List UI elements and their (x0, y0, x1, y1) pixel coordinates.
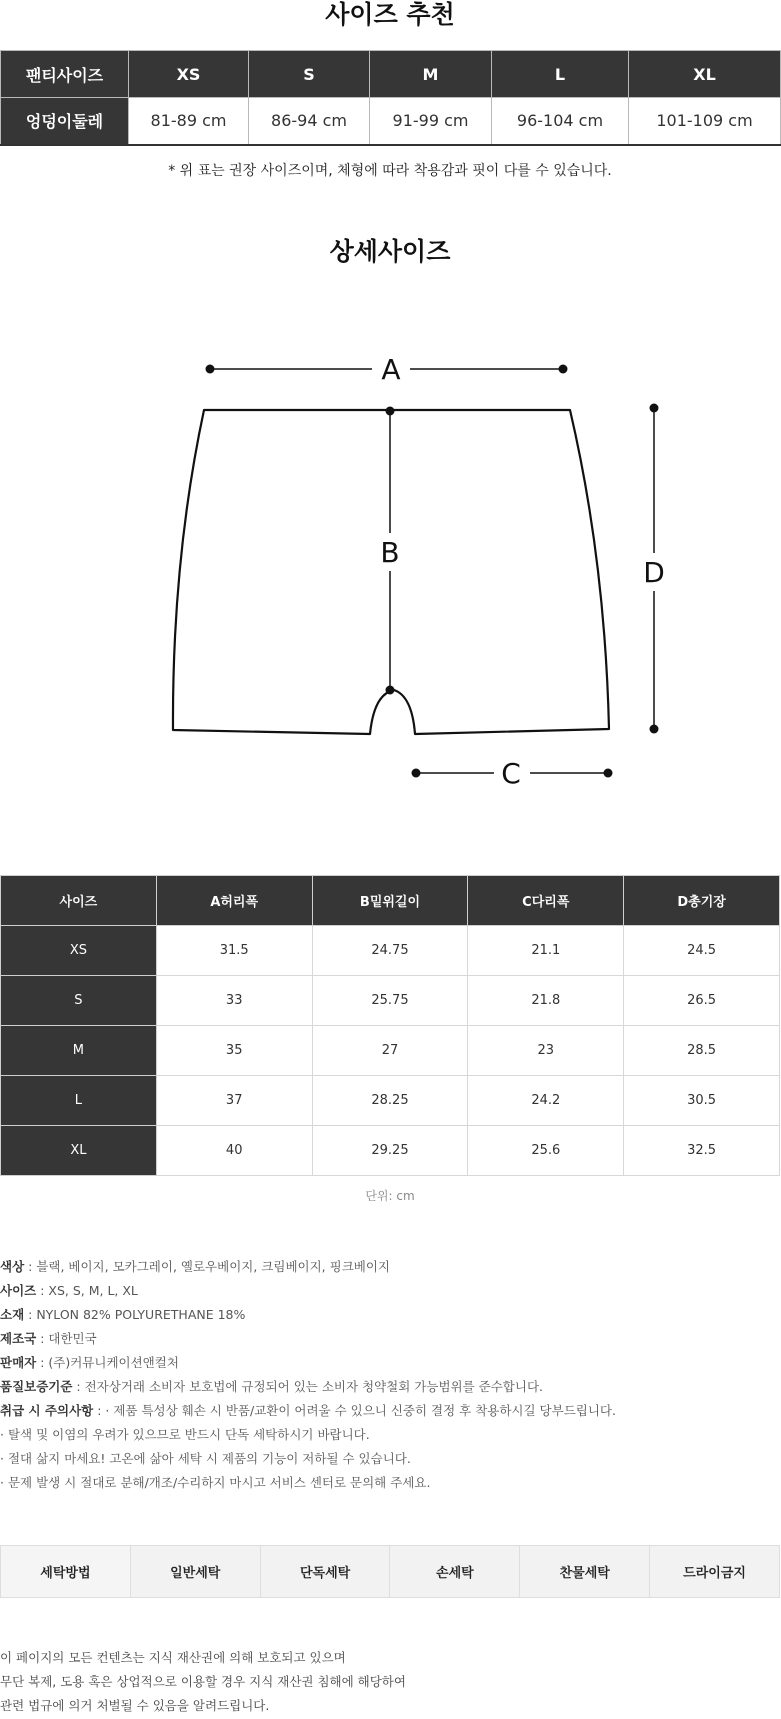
recommend-header-cell: L (492, 51, 629, 98)
recommend-header-cell: S (249, 51, 370, 98)
size-recommend-title: 사이즈 추천 (325, 0, 455, 29)
value-cell: 21.1 (468, 926, 624, 976)
detail-size-title: 상세사이즈 (329, 237, 451, 266)
value-cell: 24.2 (468, 1076, 624, 1126)
value-cell: 37 (156, 1076, 312, 1126)
detail-header-cell: A허리폭 (156, 876, 312, 926)
value-cell: 26.5 (624, 976, 780, 1026)
value-cell: 24.5 (624, 926, 780, 976)
value-cell: 35 (156, 1026, 312, 1076)
label-b: B (380, 536, 400, 569)
washing-cell: 손세탁 (390, 1546, 520, 1598)
table-row (1, 1026, 780, 1076)
info-line (0, 1279, 780, 1303)
info-label: 소재 (0, 1307, 25, 1322)
copyright-notice (0, 1646, 780, 1718)
info-text: : · 제품 특성상 훼손 시 반품/교환이 어려울 수 있으니 신중히 결정 후 착용하시길 당부드립니다. (93, 1403, 616, 1418)
value-cell: 33 (156, 976, 312, 1026)
washing-method-label: 세탁방법 (1, 1546, 131, 1598)
detail-header-cell: C다리폭 (468, 876, 624, 926)
recommend-row-label: 엉덩이둘레 (1, 98, 129, 145)
size-cell: XL (1, 1126, 157, 1176)
washing-row (1, 1546, 780, 1598)
recommend-header-row (1, 51, 781, 98)
value-cell: 24.75 (312, 926, 468, 976)
washing-cell: 드라이금지 (650, 1546, 780, 1598)
value-cell: 28.5 (624, 1026, 780, 1076)
info-text: · 절대 삶지 마세요! 고온에 삶아 세탁 시 제품의 기능이 저하될 수 있습니다. (0, 1451, 411, 1466)
info-line (0, 1255, 780, 1279)
info-line (0, 1399, 780, 1423)
washing-cell: 일반세탁 (130, 1546, 260, 1598)
value-cell: 40 (156, 1126, 312, 1176)
info-text: : 대한민국 (36, 1331, 97, 1346)
value-cell: 21.8 (468, 976, 624, 1026)
recommend-value-cell: 96-104 cm (492, 98, 629, 145)
info-label: 판매자 (0, 1355, 37, 1370)
size-cell: L (1, 1076, 157, 1126)
table-row (1, 1076, 780, 1126)
size-cell: XS (1, 926, 157, 976)
detail-header-cell: D총기장 (624, 876, 780, 926)
info-label: 사이즈 (0, 1283, 37, 1298)
info-text: · 탈색 및 이염의 우려가 있으므로 반드시 단독 세탁하시기 바랍니다. (0, 1427, 370, 1442)
recommend-value-cell: 81-89 cm (129, 98, 249, 145)
info-label: 품질보증기준 (0, 1379, 73, 1394)
info-line (0, 1375, 780, 1399)
table-row (1, 1126, 780, 1176)
label-a: A (381, 353, 401, 386)
table-row (1, 926, 780, 976)
value-cell: 27 (312, 1026, 468, 1076)
recommend-header-cell: XL (629, 51, 781, 98)
value-cell: 23 (468, 1026, 624, 1076)
size-recommend-table (0, 50, 781, 146)
info-text: : XS, S, M, L, XL (36, 1283, 138, 1298)
copyright-line: 이 페이지의 모든 컨텐츠는 지식 재산권에 의해 보호되고 있으며 (0, 1650, 346, 1665)
detail-size-table (0, 875, 780, 1176)
value-cell: 29.25 (312, 1126, 468, 1176)
info-line (0, 1447, 780, 1471)
value-cell: 30.5 (624, 1076, 780, 1126)
washing-cell: 찬물세탁 (520, 1546, 650, 1598)
size-cell: S (1, 976, 157, 1026)
info-text: · 문제 발생 시 절대로 분해/개조/수리하지 마시고 서비스 센터로 문의해 주세요. (0, 1475, 431, 1490)
info-line (0, 1423, 780, 1447)
shorts-diagram (150, 340, 665, 790)
info-text: : (주)커뮤니케이션앤컬처 (36, 1355, 179, 1370)
label-c: C (501, 757, 521, 790)
info-line (0, 1351, 780, 1375)
value-cell: 32.5 (624, 1126, 780, 1176)
recommend-value-cell: 91-99 cm (370, 98, 492, 145)
info-line (0, 1303, 780, 1327)
info-line (0, 1327, 780, 1351)
info-label: 제조국 (0, 1331, 37, 1346)
info-text: : 블랙, 베이지, 모카그레이, 옐로우베이지, 크림베이지, 핑크베이지 (24, 1259, 390, 1274)
shorts-outline (173, 410, 609, 734)
info-text: : NYLON 82% POLYURETHANE 18% (24, 1307, 246, 1322)
recommend-header-cell: 팬티사이즈 (1, 51, 129, 98)
recommend-note: * 위 표는 권장 사이즈이며, 체형에 따라 착용감과 핏이 다를 수 있습니다. (168, 163, 612, 179)
size-cell: M (1, 1026, 157, 1076)
detail-header-row (1, 876, 780, 926)
copyright-line: 관련 법규에 의거 처벌될 수 있음을 알려드립니다. (0, 1698, 270, 1713)
info-label: 색상 (0, 1259, 25, 1274)
label-d: D (643, 556, 665, 589)
detail-header-cell: B밑위길이 (312, 876, 468, 926)
value-cell: 31.5 (156, 926, 312, 976)
recommend-header-cell: M (370, 51, 492, 98)
unit-note: 단위: cm (365, 1189, 415, 1203)
recommend-header-cell: XS (129, 51, 249, 98)
detail-header-cell: 사이즈 (1, 876, 157, 926)
product-info (0, 1255, 780, 1495)
copyright-line: 무단 복제, 도용 혹은 상업적으로 이용할 경우 지식 재산권 침해에 해당하여 (0, 1674, 406, 1689)
info-line (0, 1471, 780, 1495)
info-label: 취급 시 주의사항 (0, 1403, 94, 1418)
recommend-value-cell: 86-94 cm (249, 98, 370, 145)
recommend-value-cell: 101-109 cm (629, 98, 781, 145)
recommend-value-row (1, 98, 781, 145)
table-row (1, 976, 780, 1026)
washing-table (0, 1545, 780, 1598)
washing-cell: 단독세탁 (260, 1546, 390, 1598)
info-text: : 전자상거래 소비자 보호법에 규정되어 있는 소비자 청약철회 가능범위를 준수합니다. (72, 1379, 543, 1394)
value-cell: 25.6 (468, 1126, 624, 1176)
value-cell: 25.75 (312, 976, 468, 1026)
value-cell: 28.25 (312, 1076, 468, 1126)
